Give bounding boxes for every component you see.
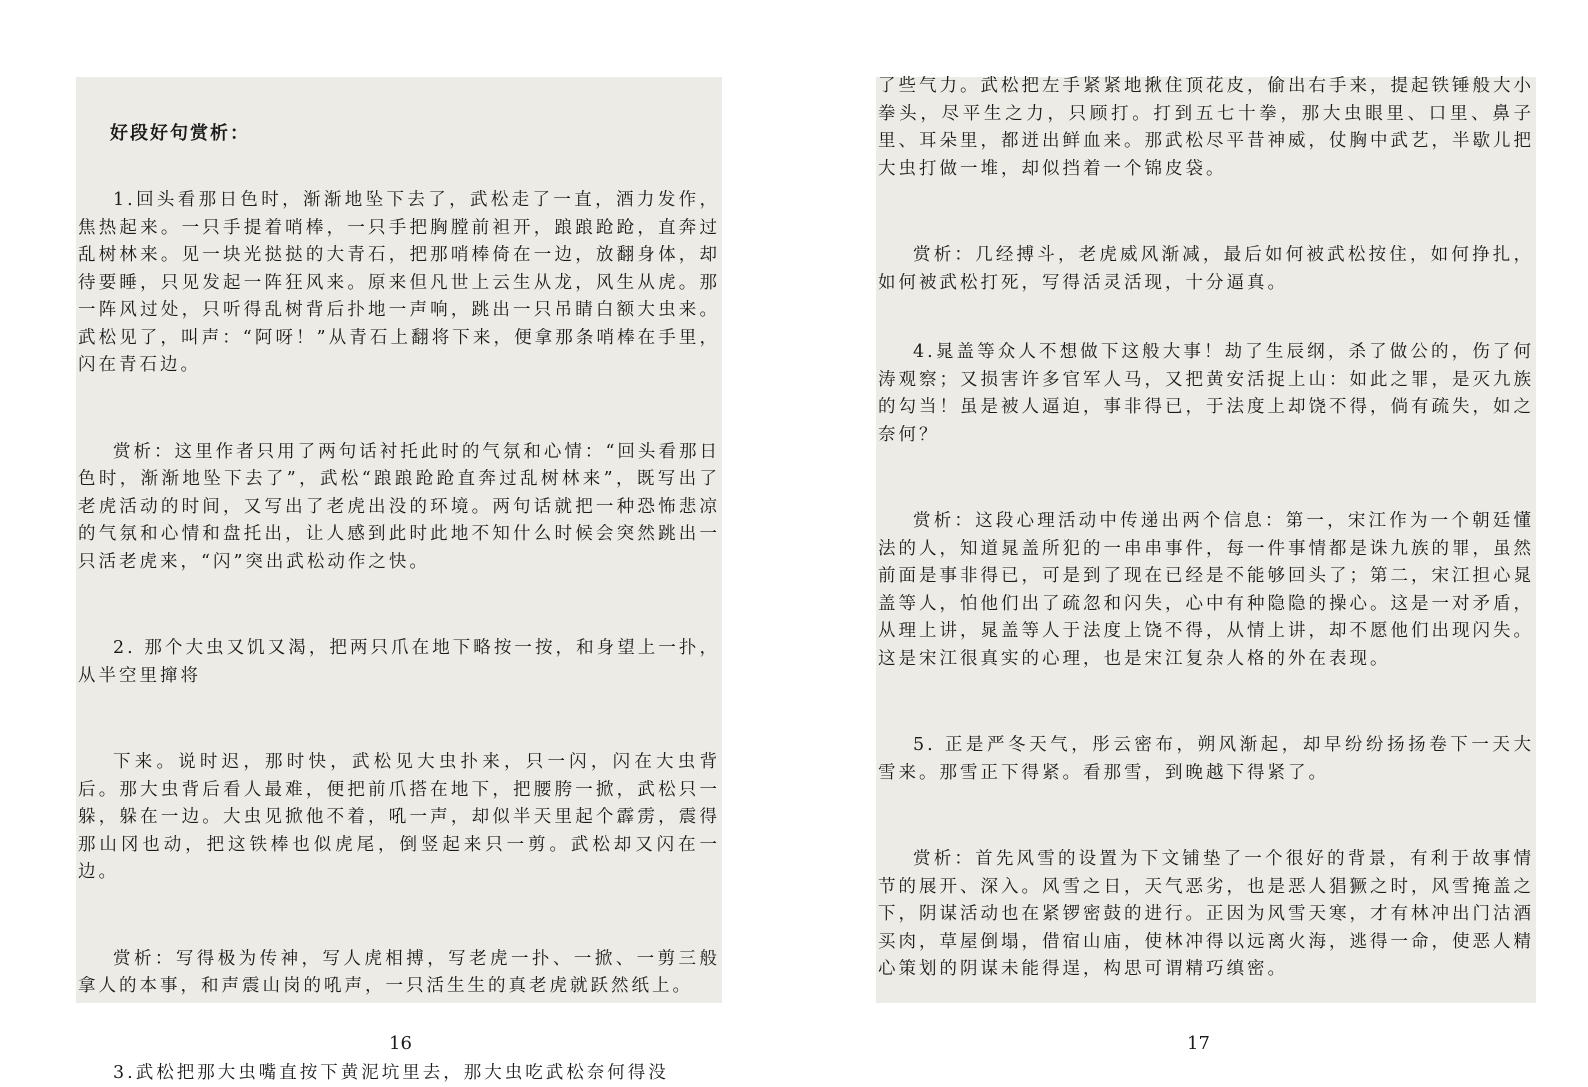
analysis-paragraph: 赏析：写得极为传神，写人虎相搏，写老虎一扑、一掀、一剪三般拿人的本事，和声震山岗的吼声，一只活生生的真老虎就跃然纸上。 — [78, 946, 720, 1001]
right-page — [876, 77, 1536, 1003]
passage-paragraph: 3.武松把那大虫嘴直按下黄泥坑里去，那大虫吃武松奈何得没 — [78, 1060, 720, 1087]
passage-paragraph: 下来。说时迟，那时快，武松见大虫扑来，只一闪，闪在大虫背后。那大虫背后看人最难，便把前爪搭在地下，把腰胯一掀，武松只一躲，躲在一边。大虫见掀他不着，吼一声，却似半天里起个霹雳，震得那山冈也动，把这铁棒也似虎尾，倒竖起来只一剪。武松却又闪在一边。 — [78, 749, 720, 887]
passage-paragraph: 1.回头看那日色时，渐渐地坠下去了，武松走了一直，酒力发作，焦热起来。一只手提着哨棒，一只手把胸膛前袒开，踉踉跄跄，直奔过乱树林来。见一块光挞挞的大青石，把那哨棒倚在一边，放翻身体，却待要睡，只见发起一阵狂风来。原来但凡世上云生从龙，风生从虎。那一阵风过处，只听得乱树背后扑地一声响，跳出一只吊睛白额大虫来。武松见了，叫声：“阿呀！”从青石上翻将下来，便拿那条哨棒在手里，闪在青石边。 — [78, 187, 720, 380]
analysis-paragraph: 赏析：这里作者只用了两句话衬托此时的气氛和心情：“回头看那日色时，渐渐地坠下去了”，武松“踉踉跄跄直奔过乱树林来”，既写出了老虎活动的时间，又写出了老虎出没的环境。两句话就把一种恐怖悲凉的气氛和心情和盘托出，让人感到此时此地不知什么时候会突然跳出一只活老虎来，“闪”突出武松动作之快。 — [78, 439, 720, 577]
passage-paragraph: 了些气力。武松把左手紧紧地揪住顶花皮，偷出右手来，提起铁锤般大小拳头，尽平生之力，只顾打。打到五七十拳，那大虫眼里、口里、鼻子里、耳朵里，都迸出鲜血来。那武松尽平昔神威，仗胸中武艺，半歇儿把大虫打做一堆，却似挡着一个锦皮袋。 — [878, 73, 1534, 183]
passage-paragraph: 5. 正是严冬天气，彤云密布，朔风渐起，却早纷纷扬扬卷下一天大雪来。那雪正下得紧。看那雪，到晚越下得紧了。 — [878, 732, 1534, 787]
analysis-paragraph: 赏析：这段心理活动中传递出两个信息：第一，宋江作为一个朝廷懂法的人，知道晁盖所犯的一串串事件，每一件事情都是诛九族的罪，虽然前面是事非得已，可是到了现在已经是不能够回头了；第二，宋江担心晁盖等人，怕他们出了疏忽和闪失，心中有种隐隐的操心。这是一对矛盾，从理上讲，晁盖等人于法度上饶不得，从情上讲，却不愿他们出现闪失。这是宋江很真实的心理，也是宋江复杂人格的外在表现。 — [878, 508, 1534, 673]
analysis-paragraph: 赏析：首先风雪的设置为下文铺垫了一个很好的背景，有利于故事情节的展开、深入。风雪之日，天气恶劣，也是恶人猖獗之时，风雪掩盖之下，阴谋活动也在紧锣密鼓的进行。正因为风雪天寒，才有林冲出门沽酒买肉，草屋倒塌，借宿山庙，使林冲得以远离火海，逃得一命，使恶人精心策划的阴谋未能得逞，构思可谓精巧缜密。 — [878, 846, 1534, 984]
page-number: 16 — [389, 1033, 412, 1054]
analysis-paragraph: 赏析：几经搏斗，老虎威风渐减，最后如何被武松按住，如何挣扎，如何被武松打死，写得活灵活现，十分逼真。 — [878, 242, 1534, 297]
page-heading: 好段好句赏析： — [78, 121, 720, 147]
left-page — [76, 77, 722, 1003]
passage-paragraph: 4.晁盖等众人不想做下这般大事！劫了生辰纲，杀了做公的，伤了何涛观察；又损害许多官军人马，又把黄安活捉上山：如此之罪，是灭九族的勾当！虽是被人逼迫，事非得已，于法度上却饶不得，倘有疏失，如之奈何？ — [878, 339, 1534, 449]
passage-paragraph: 2. 那个大虫又饥又渴，把两只爪在地下略按一按，和身望上一扑，从半空里撺将 — [78, 635, 720, 690]
page-number: 17 — [1187, 1033, 1210, 1054]
